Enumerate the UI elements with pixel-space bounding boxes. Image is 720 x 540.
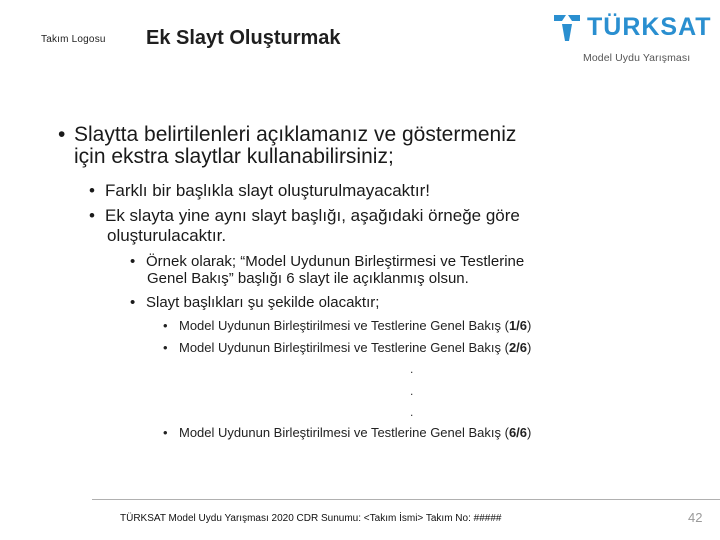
bullet-dot: • — [163, 318, 168, 333]
brand-name: TÜRKSAT — [587, 13, 712, 41]
bullet-dot: • — [130, 294, 136, 311]
example-page: 2/6 — [508, 340, 528, 355]
example-suffix: ) — [527, 340, 532, 355]
example-title-line — [163, 340, 531, 355]
bullet-text: Farklı bir başlıkla slayt oluşturulmayacaktır! — [105, 181, 430, 200]
page-number: 42 — [688, 510, 703, 525]
example-title-line — [163, 425, 531, 440]
example-prefix: Model Uydunun Birleştirilmesi ve Testlerine Genel Bakış ( — [179, 340, 509, 355]
bullet-level2-continuation: oluşturulacaktır. — [107, 226, 227, 245]
bullet-dot: • — [89, 181, 95, 200]
team-logo-placeholder: Takım Logosu — [41, 34, 106, 45]
slide-title: Ek Slayt Oluşturmak — [146, 27, 341, 49]
bullet-level1 — [58, 124, 516, 146]
example-prefix: Model Uydunun Birleştirilmesi ve Testlerine Genel Bakış ( — [179, 318, 509, 333]
ellipsis-dot: . — [410, 362, 414, 376]
example-title-line — [163, 318, 531, 333]
bullet-level3-continuation: Genel Bakış” başlığı 6 slayt ile açıklanmış olsun. — [147, 270, 469, 287]
footer-text: TÜRKSAT Model Uydu Yarışması 2020 CDR Sunumu: <Takım İsmi> Takım No: ##### — [120, 513, 502, 524]
bullet-dot: • — [58, 123, 66, 146]
example-prefix: Model Uydunun Birleştirilmesi ve Testlerine Genel Bakış ( — [179, 425, 509, 440]
bullet-dot: • — [163, 425, 168, 440]
bullet-text: Ek slayta yine aynı slayt başlığı, aşağıdaki örneğe göre — [105, 206, 520, 225]
brand-subtitle: Model Uydu Yarışması — [583, 52, 691, 64]
example-suffix: ) — [527, 318, 532, 333]
footer-divider — [92, 499, 720, 500]
bullet-level1-continuation: için ekstra slaytlar kullanabilirsiniz; — [74, 145, 394, 168]
bullet-text: Slayt başlıkları şu şekilde olacaktır; — [146, 294, 380, 311]
bullet-level2 — [89, 181, 430, 200]
bullet-text: Örnek olarak; “Model Uydunun Birleştirmesi ve Testlerine — [146, 253, 525, 270]
ellipsis-dot: . — [410, 384, 414, 398]
bullet-dot: • — [163, 340, 168, 355]
bullet-level3 — [130, 294, 379, 311]
ellipsis-dot: . — [410, 405, 414, 419]
example-page: 6/6 — [508, 425, 528, 440]
bullet-level3 — [130, 253, 524, 270]
example-page: 1/6 — [508, 318, 528, 333]
example-suffix: ) — [527, 425, 532, 440]
bullet-text: Slaytta belirtilenleri açıklamanız ve göstermeniz — [74, 123, 517, 146]
turksat-logo-icon — [552, 13, 582, 43]
bullet-dot: • — [130, 253, 136, 270]
turksat-brand — [552, 12, 712, 68]
bullet-dot: • — [89, 206, 95, 225]
bullet-level2 — [89, 206, 520, 225]
